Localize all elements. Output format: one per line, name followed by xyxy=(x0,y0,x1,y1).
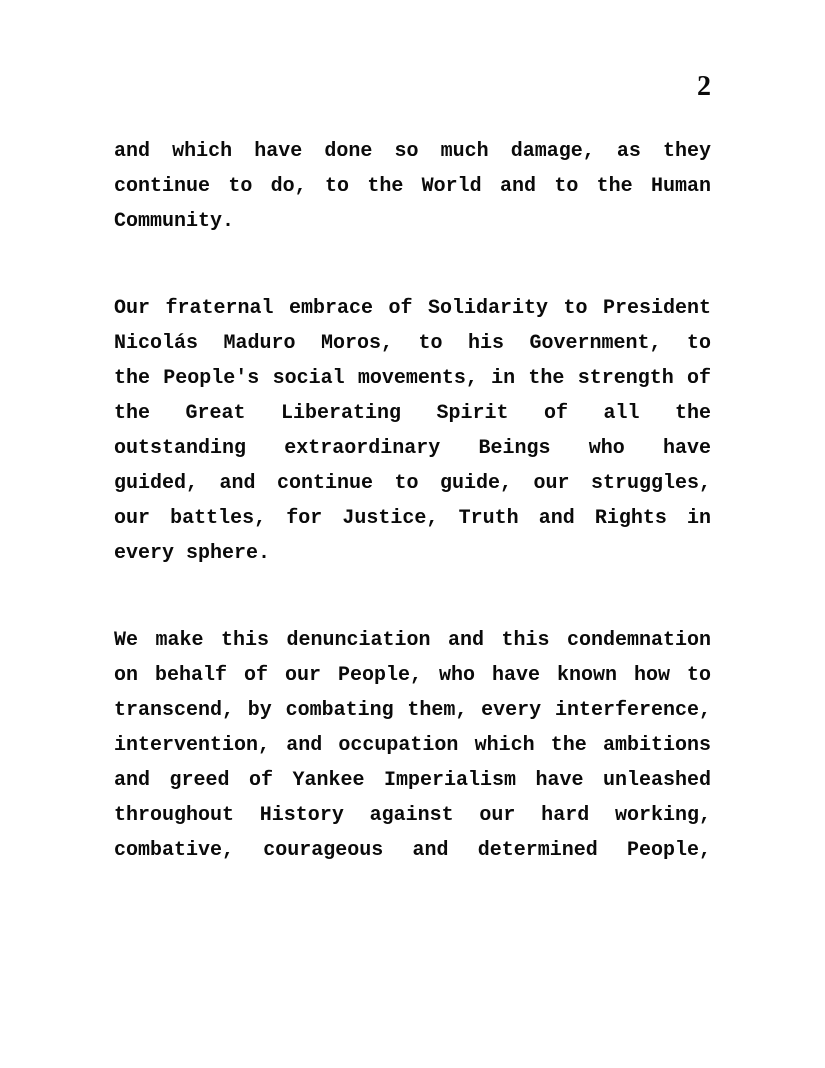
text-line: throughout History against our hard working, xyxy=(114,804,711,827)
paragraph-1 xyxy=(114,134,711,239)
text-line: on behalf of our People, who have known how to xyxy=(114,664,711,687)
text-line: and greed of Yankee Imperialism have unleashed xyxy=(114,769,711,792)
paragraph-3 xyxy=(114,623,711,868)
paragraph-2 xyxy=(114,291,711,571)
text-line: the People's social movements, in the strength of xyxy=(114,367,711,390)
text-line: intervention, and occupation which the ambitions xyxy=(114,734,711,757)
text-line: the Great Liberating Spirit of all the xyxy=(114,402,711,425)
text-line: Community. xyxy=(114,210,235,233)
text-line: our battles, for Justice, Truth and Rights in xyxy=(114,507,711,530)
document-body xyxy=(114,134,711,868)
text-line: transcend, by combating them, every interference, xyxy=(114,699,711,722)
text-line: Our fraternal embrace of Solidarity to President xyxy=(114,297,711,320)
text-line: combative, courageous and determined People, xyxy=(114,839,711,862)
text-line: outstanding extraordinary Beings who have xyxy=(114,437,711,460)
text-line: We make this denunciation and this condemnation xyxy=(114,629,711,652)
text-line: guided, and continue to guide, our struggles, xyxy=(114,472,711,495)
text-line: and which have done so much damage, as they xyxy=(114,140,711,163)
text-line: every sphere. xyxy=(114,542,271,565)
text-line: Nicolás Maduro Moros, to his Government, to xyxy=(114,332,711,355)
page-number: 2 xyxy=(697,71,711,102)
text-line: continue to do, to the World and to the Human xyxy=(114,175,711,198)
